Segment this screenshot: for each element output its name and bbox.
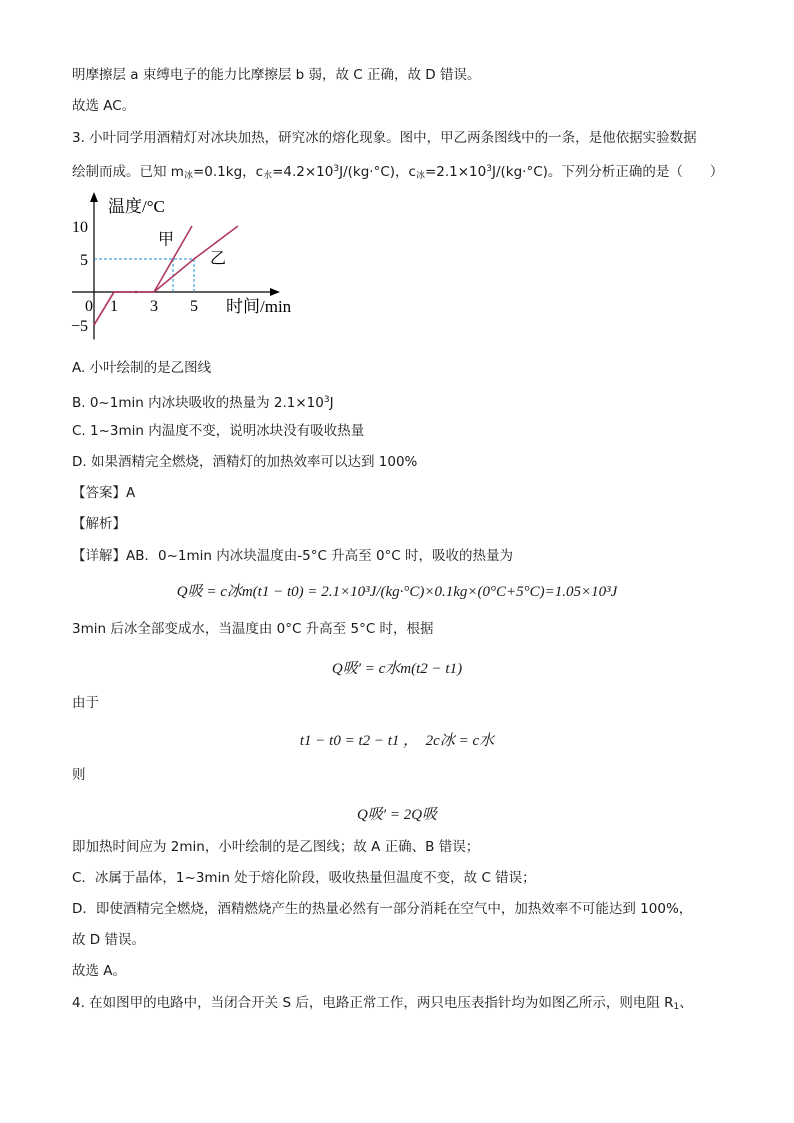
equation-1: Q吸 = c冰m(t1 − t0) = 2.1×10³J/(kg·°C)×0.1kg×(0°C+5°C)=1.05×10³J: [176, 584, 618, 600]
text-line-1: 明摩擦层 a 束缚电子的能力比摩擦层 b 弱，故 C 正确，故 D 错误。: [72, 67, 481, 83]
question-3-line-1: 3. 小叶同学用酒精灯对冰块加热，研究冰的熔化现象。图中，甲乙两条图线中的一条，是他依据实验数据: [72, 130, 697, 146]
y-axis-label: 温度/°C: [108, 197, 165, 216]
text-line-2: 故选 AC。: [72, 98, 136, 114]
series-label-jia: 甲: [158, 231, 175, 249]
text-after-3min: 3min 后冰全部变成水，当温度由 0°C 升高至 5°C 时，根据: [72, 621, 434, 637]
equation-4: Q吸′ = 2Q吸: [356, 807, 438, 823]
x-tick-label: 1: [110, 298, 118, 315]
question-3-line-2: 绘制而成。已知 $m_冰=0.1kg$，$c_水=4.2\times 10^3J/(kg\cdot^\circ C)$，$c_冰=2.1\times 10^3J/(kg\cdot^\circ C)$。下列分析正确的是（ ）: [72, 164, 724, 181]
temperature-time-chart: [66, 190, 306, 342]
x-tick-label: 0: [85, 298, 93, 315]
option-b: B. 0~1min 内冰块吸收的热量为 $2.1\times 10^3J$: [72, 395, 334, 411]
equation-2: Q吸′ = c水m(t2 − t1): [331, 661, 463, 677]
x-tick-label: 3: [150, 298, 158, 315]
series-line-jia: [94, 226, 192, 325]
conclusion-1: 即加热时间应为 2min，小叶绘制的是乙图线；故 A 正确、B 错误；: [72, 839, 480, 855]
analysis-label: 【解析】: [72, 516, 126, 532]
conclusion-3: D．即使酒精完全燃烧，酒精燃烧产生的热量必然有一部分消耗在空气中，加热效率不可能达到 100%，: [72, 901, 693, 917]
y-tick-label: 10: [72, 219, 88, 236]
question-4-line: 4. 在如图甲的电路中，当闭合开关 S 后，电路正常工作，两只电压表指针均为如图乙所示，则电阻 $R_1$、: [72, 995, 693, 1012]
x-axis-label: 时间/min: [226, 297, 292, 316]
x-axis-arrow: [270, 288, 280, 296]
equation-3: t1 − t0 = t2 − t1 ， 2c冰 = c水: [299, 733, 495, 749]
option-d: D. 如果酒精完全燃烧，酒精灯的加热效率可以达到 100%: [72, 454, 418, 470]
series-label-yi: 乙: [210, 250, 227, 268]
conclusion-2: C．冰属于晶体，1~3min 处于熔化阶段，吸收热量但温度不变，故 C 错误；: [72, 870, 536, 886]
detail-line: 【详解】AB．0~1min 内冰块温度由-5°C 升高至 0°C 时，吸收的热量为: [72, 548, 514, 564]
option-a: A. 小叶绘制的是乙图线: [72, 360, 212, 376]
y-tick-label: 5: [80, 252, 88, 269]
y-tick-label: −5: [70, 318, 88, 335]
option-c: C. 1~3min 内温度不变，说明冰块没有吸收热量: [72, 423, 365, 439]
text-then: 则: [72, 767, 86, 783]
answer-label: 【答案】A: [72, 485, 136, 501]
conclusion-4: 故 D 错误。: [72, 932, 145, 948]
text-since: 由于: [72, 695, 99, 711]
x-tick-label: 5: [190, 298, 198, 315]
y-axis-arrow: [90, 192, 98, 202]
choose-line: 故选 A。: [72, 963, 127, 979]
